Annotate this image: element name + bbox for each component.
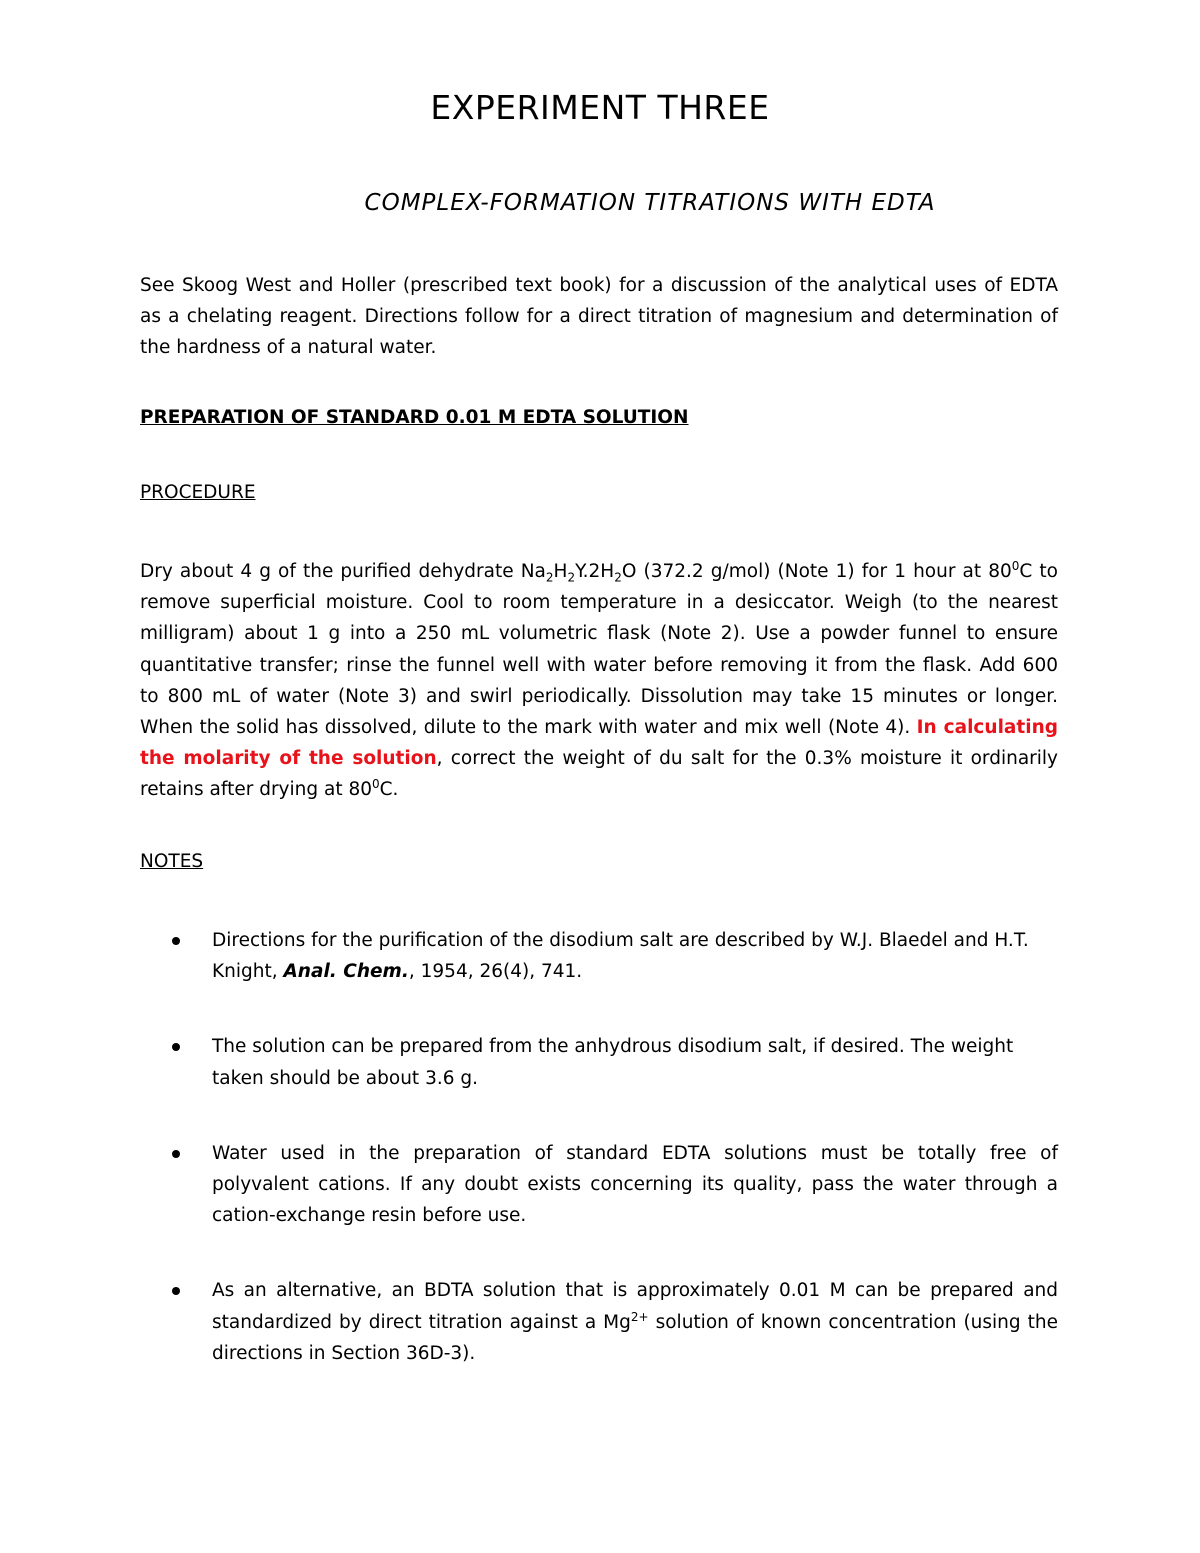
note-item [140,1138,1058,1232]
bullet-icon [172,1287,180,1295]
note-item [140,1031,1058,1093]
notes-heading: NOTES [140,851,204,872]
procedure-heading: PROCEDURE [140,482,256,503]
subscript: 2 [614,570,622,585]
bullet-icon [172,1150,180,1158]
bullet-icon [172,1043,180,1051]
procedure-text: Y.2H [575,561,615,582]
document-title: EXPERIMENT THREE [430,88,770,127]
procedure-text: O (372.2 g/mol) (Note 1) for 1 hour at 80 [621,561,1012,582]
note-text: Water used in the preparation of standard EDTA solutions must be totally free of polyvalent cations. If any doubt exists concerning its quality, pass the water through a cation-exchange resin before use. [212,1142,1058,1227]
note-item [140,925,1058,987]
procedure-text: C to remove superficial moisture. Cool to room temperature in a desiccator. Weigh (to the nearest milligram) about 1 g into a 250 mL volumetric flask (Note 2). Use a powder funnel to ensure quantitative transfer; rinse the funnel well with water before removing it from the flask. Add 600 to 800 mL of water (Note 3) and swirl periodically. Dissolution may take 15 minutes or longer. When the solid has dissolved, dilute to the mark with water and mix well (Note 4). [140,561,1058,739]
subscript: 2 [545,570,554,585]
note-text: solution of known concentration (using the directions in Section 36D-3). [212,1311,1059,1364]
subscript: 2 [567,570,576,585]
note-text: Directions for the purification of the disodium salt are described by W.J. Blaedel and H.T. Knight, [212,930,1029,983]
note-text: , 1954, 26(4), 741. [408,961,583,983]
note-item [140,1275,1058,1369]
superscript: 2+ [630,1309,649,1324]
superscript: 0 [1011,558,1020,573]
procedure-text: H [553,561,568,582]
highlighted-text: In calculating the molarity of the solution [140,717,1058,770]
intro-paragraph: See Skoog West and Holler (prescribed text book) for a discussion of the analytical uses of EDTA as a chelating reagent. Directions follow for a direct titration of magnesium and determination of the hardness of a natural water. [140,275,1058,359]
notes-list [140,925,1058,1413]
procedure-paragraph [140,556,1058,806]
bullet-icon [172,937,180,945]
procedure-text: Dry about 4 g of the purified dehydrate Na [140,561,546,582]
note-text: The solution can be prepared from the anhydrous disodium salt, if desired. The weight taken should be about 3.6 g. [212,1036,1014,1089]
section-heading: PREPARATION OF STANDARD 0.01 M EDTA SOLUTION [140,407,689,428]
procedure-text: C. [379,779,399,801]
superscript: 0 [372,777,380,792]
journal-name: Anal. Chem. [283,961,409,983]
note-text: As an alternative, an BDTA solution that is approximately 0.01 M can be prepared and standardized by direct titration against a Mg [212,1280,1058,1333]
procedure-text: , correct the weight of du salt for the 0.3% moisture it ordinarily retains after drying at 80 [140,748,1058,801]
document-subtitle: COMPLEX-FORMATION TITRATIONS WITH EDTA [364,190,936,216]
